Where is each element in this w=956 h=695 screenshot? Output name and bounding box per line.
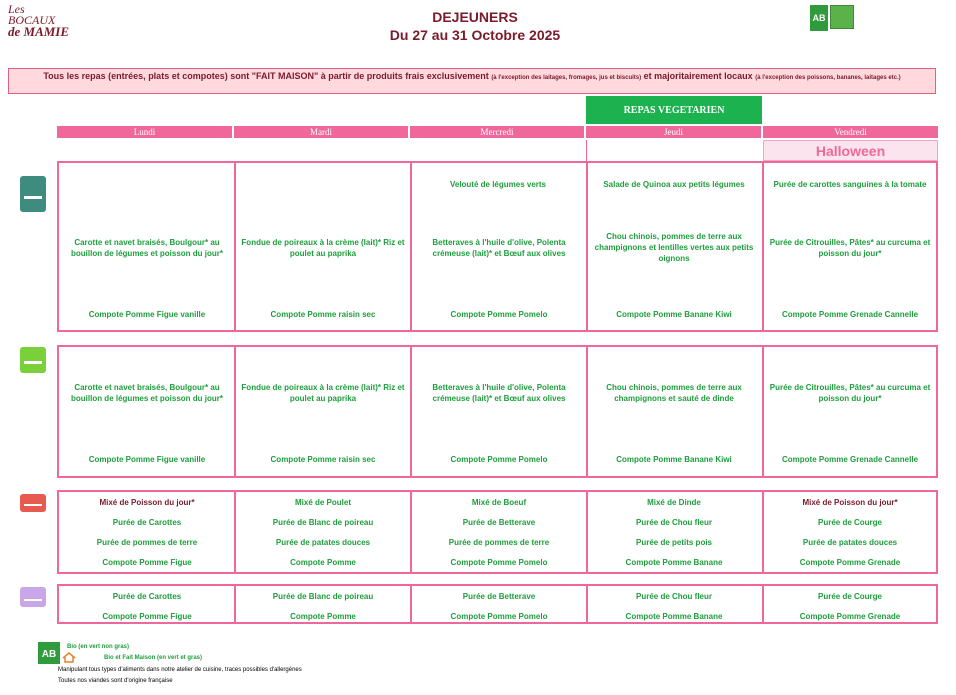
s2-main-2: Betteraves à l'huile d'olive, Polenta crémeuse (lait)* et Bœuf aux olives <box>432 383 566 403</box>
banner-main: Tous les repas (entrées, plats et compotes) sont "FAIT MAISON" à partir de produits frais exclusivement <box>43 71 489 81</box>
s3-r1-1: Mixé de Poulet <box>294 498 351 507</box>
halloween-badge: Halloween <box>763 140 938 161</box>
s4-r1-3: Purée de Chou fleur <box>635 592 712 601</box>
s2-main-0: Carotte et navet braisés, Boulgour* au bouillon de légumes et poisson du jour* <box>70 383 223 403</box>
svg-text:AB: AB <box>41 649 57 660</box>
jar-teal-icon <box>18 174 48 214</box>
s1-main-3: Chou chinois, pommes de terre aux champignons et lentilles vertes aux petits oignons <box>594 232 754 263</box>
title-main: DEJEUNERS <box>432 9 518 25</box>
banner-small2: (à l'exception des poissons, bananes, laitages etc.) <box>755 75 901 81</box>
s3-r3-2: Purée de pommes de terre <box>448 538 550 547</box>
section-mixed <box>57 490 938 574</box>
s3-r2-0: Purée de Carottes <box>112 518 182 527</box>
s3-r2-3: Purée de Chou fleur <box>635 518 712 527</box>
s1-starter-2: Velouté de légumes verts <box>449 180 547 189</box>
day-vendredi: Vendredi <box>763 126 938 138</box>
s3-r4-3: Compote Pomme Banane <box>625 558 723 567</box>
s2-main-3: Chou chinois, pommes de terre aux champignons et sauté de dinde <box>606 383 742 403</box>
s1-dessert-3: Compote Pomme Banane Kiwi <box>616 310 732 319</box>
s1-dessert-4: Compote Pomme Grenade Cannelle <box>781 310 919 319</box>
jar-purple-icon <box>18 585 48 609</box>
s2-dessert-2: Compote Pomme Pomelo <box>450 455 548 464</box>
s1-starter-3: Salade de Quinoa aux petits légumes <box>603 180 745 189</box>
s1-starter-4: Purée de carottes sanguines à la tomate <box>773 180 927 189</box>
s3-r2-4: Purée de Courge <box>817 518 882 527</box>
s4-r1-0: Purée de Carottes <box>112 592 182 601</box>
title-dates: Du 27 au 31 Octobre 2025 <box>389 27 561 43</box>
legend-bio-fm: Bio et Fait Maison (en vert et gras) <box>104 655 203 661</box>
legend-bio: Bio (en vert non gras) <box>67 644 130 650</box>
section-standard <box>57 161 938 332</box>
jar-red-icon <box>18 492 48 514</box>
s4-r2-2: Compote Pomme Pomelo <box>450 612 548 621</box>
s3-r3-4: Purée de patates douces <box>802 538 898 547</box>
day-mercredi: Mercredi <box>410 126 584 138</box>
s2-dessert-1: Compote Pomme raisin sec <box>270 455 376 464</box>
s4-r1-1: Purée de Blanc de poireau <box>272 592 374 601</box>
s4-r2-0: Compote Pomme Figue <box>102 612 192 621</box>
day-mardi: Mardi <box>234 126 408 138</box>
s4-r2-4: Compote Pomme Grenade <box>799 612 901 621</box>
s1-dessert-0: Compote Pomme Figue vanille <box>88 310 206 319</box>
ab-logo-icon: AB <box>810 5 828 31</box>
s4-r1-2: Purée de Betterave <box>462 592 536 601</box>
section-kids <box>57 345 938 478</box>
jar-green-icon <box>18 345 48 375</box>
banner-small1: (à l'exception des laitages, fromages, jus et biscuits) <box>491 75 642 81</box>
s2-main-4: Purée de Citrouilles, Pâtes* au curcuma et poisson du jour* <box>769 383 931 403</box>
s3-r4-4: Compote Pomme Grenade <box>799 558 901 567</box>
s3-r3-3: Purée de petits pois <box>635 538 713 547</box>
s3-r1-3: Mixé de Dinde <box>647 498 701 507</box>
s1-dessert-2: Compote Pomme Pomelo <box>450 310 548 319</box>
s4-r1-4: Purée de Courge <box>817 592 882 601</box>
info-banner <box>8 68 936 94</box>
s3-r3-0: Purée de pommes de terre <box>96 538 198 547</box>
legend-allergens: Manipulant tous types d'aliments dans notre atelier de cuisine, traces possibles d'allergènes <box>58 667 302 673</box>
day-jeudi: Jeudi <box>586 126 761 138</box>
s1-main-2: Betteraves à l'huile d'olive, Polenta crémeuse (lait)* et Bœuf aux olives <box>432 238 566 258</box>
eu-organic-icon <box>830 5 854 29</box>
bio-label-icon <box>810 5 854 31</box>
s3-r1-4: Mixé de Poisson du jour* <box>802 498 898 507</box>
s2-dessert-4: Compote Pomme Grenade Cannelle <box>781 455 919 464</box>
s4-r2-1: Compote Pomme <box>290 612 356 621</box>
s1-dessert-1: Compote Pomme raisin sec <box>270 310 376 319</box>
veg-header: REPAS VEGETARIEN <box>586 96 762 124</box>
s3-r4-0: Compote Pomme Figue <box>102 558 192 567</box>
banner-mid: et majoritairement locaux <box>643 71 753 81</box>
s3-r1-2: Mixé de Boeuf <box>471 498 527 507</box>
legend-meat: Toutes nos viandes sont d'origine française <box>58 678 173 684</box>
s3-r3-1: Purée de patates douces <box>275 538 371 547</box>
logo-line1: Les BOCAUX <box>8 2 56 27</box>
s1-main-0: Carotte et navet braisés, Boulgour* au bouillon de légumes et poisson du jour* <box>70 238 223 258</box>
s2-main-1: Fondue de poireaux à la crème (lait)* Riz et poulet au paprika <box>241 383 405 403</box>
page-title <box>340 8 610 44</box>
s3-r2-2: Purée de Betterave <box>462 518 536 527</box>
day-lundi: Lundi <box>57 126 232 138</box>
brand-logo <box>8 2 72 39</box>
s3-r1-0: Mixé de Poisson du jour* <box>99 498 195 507</box>
section-baby <box>57 584 938 624</box>
s4-r2-3: Compote Pomme Banane <box>625 612 723 621</box>
logo-line2: de MAMIE <box>8 24 70 39</box>
s3-r4-1: Compote Pomme <box>290 558 356 567</box>
jeudi-divider <box>586 140 587 161</box>
house-icon <box>62 652 76 663</box>
s2-dessert-0: Compote Pomme Figue vanille <box>88 455 206 464</box>
s1-main-4: Purée de Citrouilles, Pâtes* au curcuma et poisson du jour* <box>769 238 931 258</box>
s3-r2-1: Purée de Blanc de poireau <box>272 518 374 527</box>
s3-r4-2: Compote Pomme Pomelo <box>450 558 548 567</box>
s2-dessert-3: Compote Pomme Banane Kiwi <box>616 455 732 464</box>
s1-main-1: Fondue de poireaux à la crème (lait)* Riz et poulet au paprika <box>241 238 405 258</box>
ab-legend-icon <box>38 642 60 664</box>
